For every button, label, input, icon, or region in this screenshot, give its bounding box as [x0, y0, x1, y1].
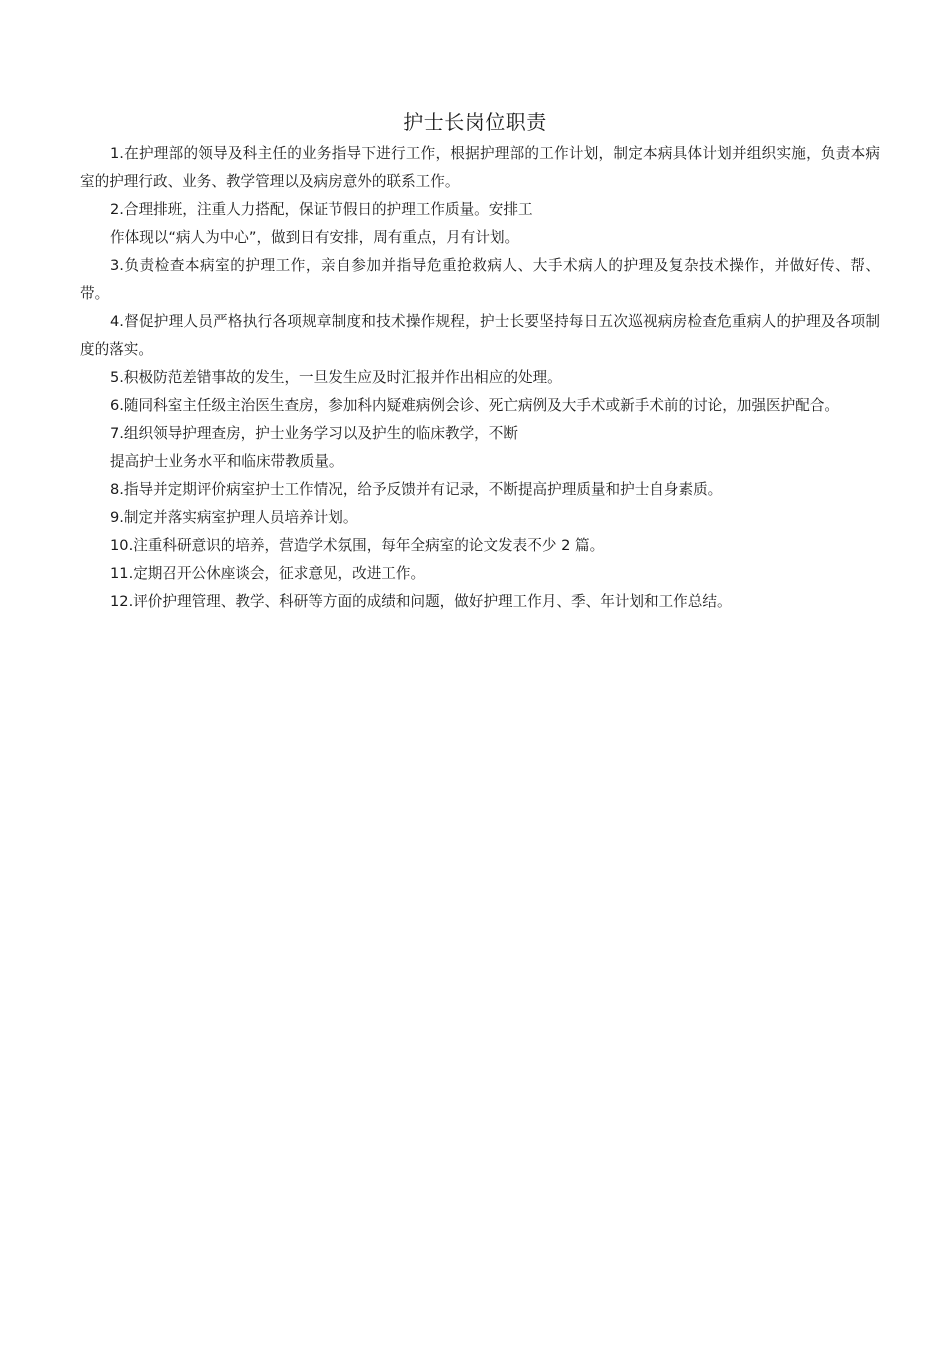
document-body — [80, 140, 880, 616]
duty-item-2: 2.合理排班，注重人力搭配，保证节假日的护理工作质量。安排工 — [110, 201, 533, 218]
duty-item-7-continued: 提高护士业务水平和临床带教质量。 — [110, 453, 344, 470]
duty-item-8: 8.指导并定期评价病室护士工作情况，给予反馈并有记录，不断提高护理质量和护士自身素质。 — [110, 481, 723, 498]
duty-item-2-continued: 作体现以“病人为中心”，做到日有安排，周有重点，月有计划。 — [110, 229, 520, 246]
duty-item-10: 10.注重科研意识的培养，营造学术氛围，每年全病室的论文发表不少 2 篇。 — [110, 537, 605, 554]
duty-item-6: 6.随同科室主任级主治医生查房，参加科内疑难病例会诊、死亡病例及大手术或新手术前的讨论，加强医护配合。 — [110, 397, 840, 414]
duty-item-12: 12.评价护理管理、教学、科研等方面的成绩和问题，做好护理工作月、季、年计划和工作总结。 — [110, 593, 732, 610]
duty-item-7: 7.组织领导护理查房，护士业务学习以及护生的临床教学，不断 — [110, 425, 518, 442]
duty-item-3: 3.负责检查本病室的护理工作，亲自参加并指导危重抢救病人、大手术病人的护理及复杂技术操作，并做好传、帮、带。 — [80, 257, 880, 302]
duty-item-9: 9.制定并落实病室护理人员培养计划。 — [110, 509, 358, 526]
duty-item-5: 5.积极防范差错事故的发生，一旦发生应及时汇报并作出相应的处理。 — [110, 369, 562, 386]
duty-item-1: 1.在护理部的领导及科主任的业务指导下进行工作，根据护理部的工作计划，制定本病具体计划并组织实施，负责本病室的护理行政、业务、教学管理以及病房意外的联系工作。 — [80, 145, 880, 190]
document-title: 护士长岗位职责 — [403, 110, 547, 134]
duty-item-4: 4.督促护理人员严格执行各项规章制度和技术操作规程，护士长要坚持每日五次巡视病房检查危重病人的护理及各项制度的落实。 — [80, 313, 880, 358]
duty-item-11: 11.定期召开公休座谈会，征求意见，改进工作。 — [110, 565, 426, 582]
